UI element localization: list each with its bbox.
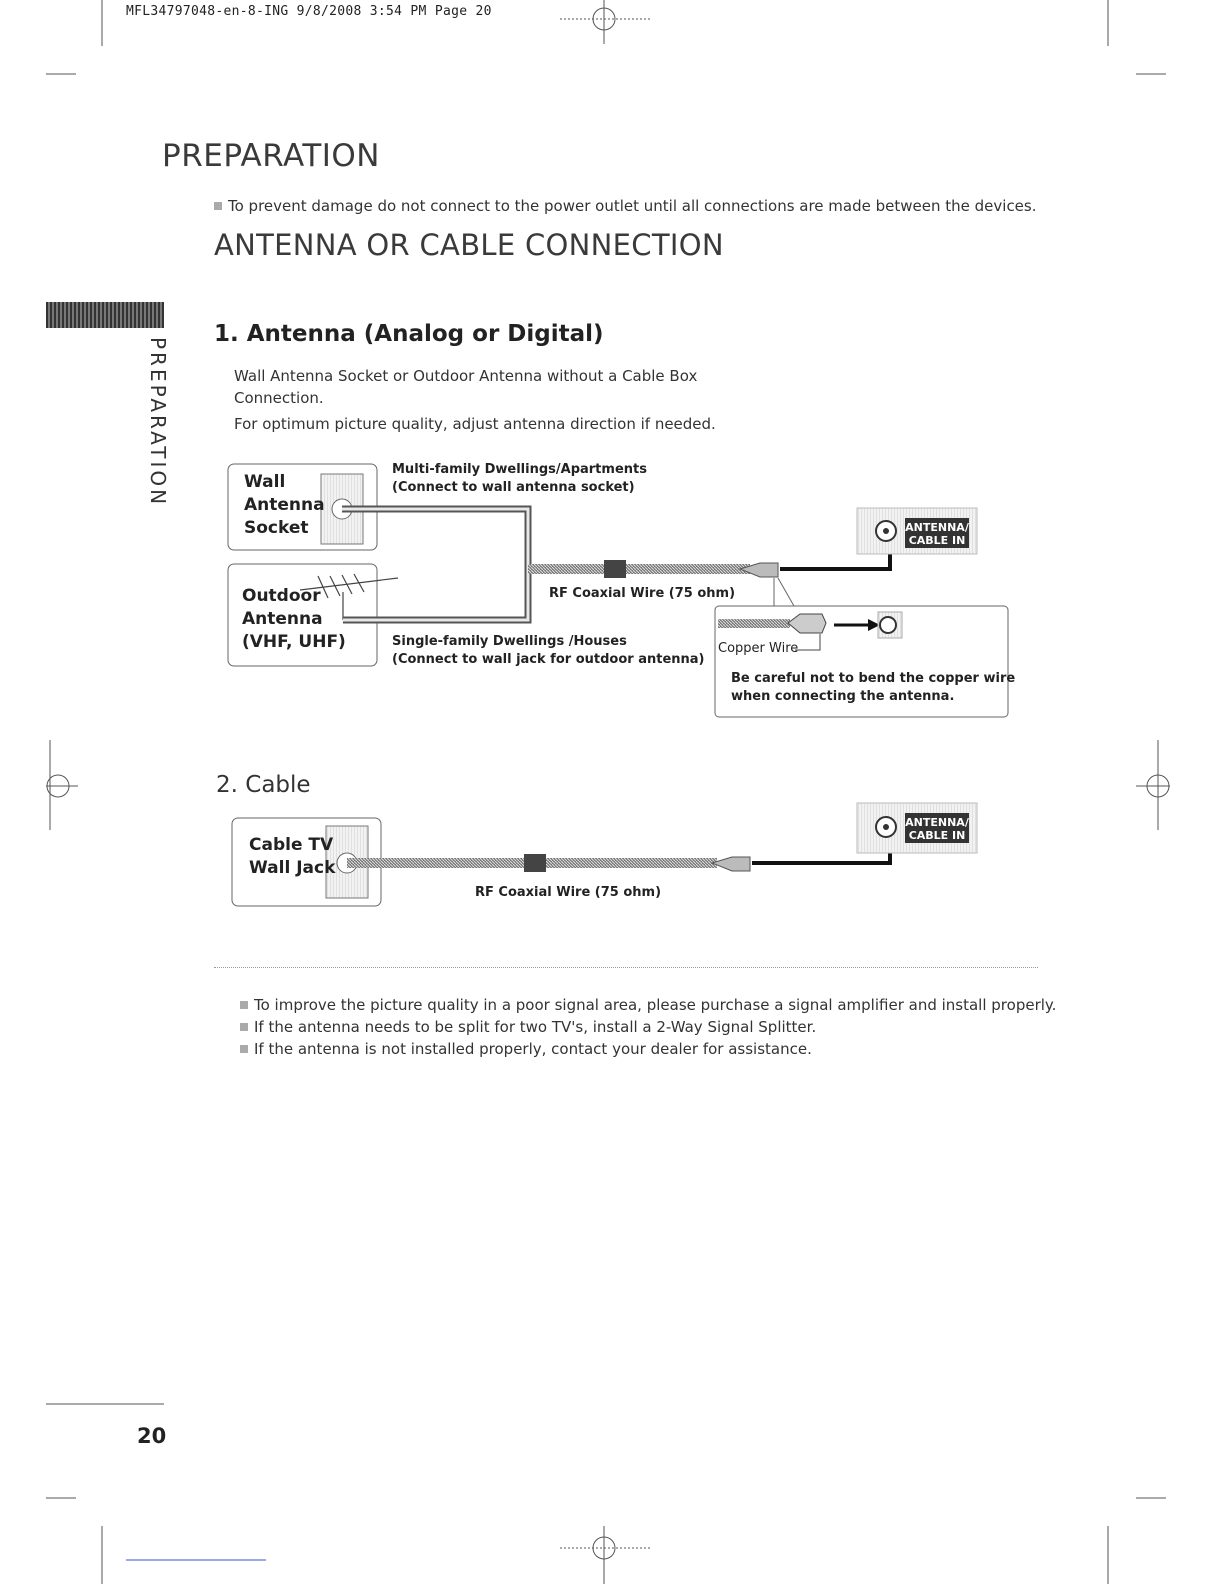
antenna-desc-line-3: For optimum picture quality, adjust antenna direction if needed.: [234, 415, 716, 433]
wall-label-3: Socket: [244, 518, 309, 538]
cable-jack-label-1: Cable TV: [249, 835, 334, 855]
antenna-desc-line-2: Connection.: [234, 389, 324, 407]
wall-label-1: Wall: [244, 472, 286, 492]
print-header: MFL34797048-en-8-ING 9/8/2008 3:54 PM Page 20: [126, 4, 492, 19]
cable-ferrite-core: [524, 854, 546, 872]
page-heading: ANTENNA OR CABLE CONNECTION: [214, 228, 724, 262]
rf-wire-label: RF Coaxial Wire (75 ohm): [549, 586, 736, 601]
side-tab-label: PREPARATION: [146, 337, 170, 508]
port-label-2: CABLE IN: [908, 534, 966, 547]
antenna-section-title: 1. Antenna (Analog or Digital): [214, 321, 604, 347]
outdoor-label-2: Antenna: [242, 609, 323, 629]
cable-section-title: 2. Cable: [216, 772, 311, 798]
page-number: 20: [137, 1424, 167, 1448]
wall-label-2: Antenna: [244, 495, 325, 515]
section-title: PREPARATION: [162, 138, 380, 174]
bullet-icon: [240, 1001, 248, 1009]
note-text: If the antenna is not installed properly, contact your dealer for assistance.: [254, 1040, 812, 1058]
note-item: [240, 1040, 812, 1058]
caution-line-2: when connecting the antenna.: [731, 689, 955, 704]
cable-rf-wire-label: RF Coaxial Wire (75 ohm): [475, 885, 662, 900]
cable-f-connector-icon: [712, 857, 750, 871]
cable-jack-label-2: Wall Jack: [249, 858, 336, 878]
power-warning-text: To prevent damage do not connect to the power outlet until all connections are made between the devices.: [228, 197, 1037, 215]
cable-port-label-1: ANTENNA/: [905, 816, 969, 829]
bullet-icon: [240, 1023, 248, 1031]
single-family-label-2: (Connect to wall jack for outdoor antenna): [392, 652, 705, 667]
note-text: To improve the picture quality in a poor signal area, please purchase a signal amplifier and install properly.: [254, 996, 1057, 1014]
copper-wire-label: Copper Wire: [718, 641, 799, 656]
port-label-1: ANTENNA/: [905, 521, 969, 534]
note-item: [240, 1018, 816, 1036]
outdoor-label-3: (VHF, UHF): [242, 632, 346, 652]
caution-line-1: Be careful not to bend the copper wire: [731, 671, 1016, 686]
note-item: [240, 996, 1056, 1014]
antenna-desc-line-1: Wall Antenna Socket or Outdoor Antenna without a Cable Box: [234, 367, 698, 385]
cable-port-label-2: CABLE IN: [908, 829, 966, 842]
multi-family-label-2: (Connect to wall antenna socket): [392, 480, 635, 495]
single-family-label-1: Single-family Dwellings /Houses: [392, 634, 627, 649]
section-divider: [214, 967, 1038, 968]
note-text: If the antenna needs to be split for two TV's, install a 2-Way Signal Splitter.: [254, 1018, 817, 1036]
bullet-icon: [240, 1045, 248, 1053]
outdoor-label-1: Outdoor: [242, 586, 321, 606]
multi-family-label-1: Multi-family Dwellings/Apartments: [392, 462, 647, 477]
